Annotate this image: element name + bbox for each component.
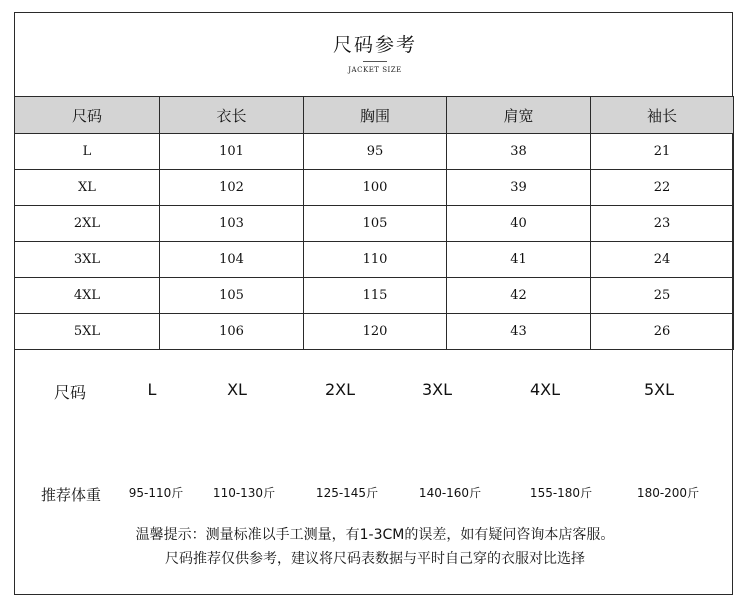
table-cell: L: [15, 134, 160, 170]
size-table: [14, 96, 734, 350]
weight-range: 140-160斤: [418, 486, 482, 500]
table-cell: 115: [304, 278, 447, 314]
chart-title: 尺码参考: [332, 34, 417, 56]
header-chest: 胸围: [304, 97, 447, 134]
table-cell: 38: [447, 134, 591, 170]
recommended-weight-row: [0, 484, 750, 508]
table-cell: 95: [304, 134, 447, 170]
size-option: XL: [227, 380, 247, 399]
chart-subtitle: JACKET SIZE: [348, 66, 402, 74]
table-cell: 21: [591, 134, 734, 170]
weight-range: 180-200斤: [636, 486, 700, 500]
table-cell: 24: [591, 242, 734, 278]
title-divider: [363, 61, 387, 62]
table-cell: 104: [160, 242, 304, 278]
table-row: [15, 206, 734, 242]
table-cell: 4XL: [15, 278, 160, 314]
weight-range: 125-145斤: [315, 486, 379, 500]
table-row: [15, 170, 734, 206]
header-length: 衣长: [160, 97, 304, 134]
table-cell: 105: [160, 278, 304, 314]
table-cell: 23: [591, 206, 734, 242]
table-cell: 103: [160, 206, 304, 242]
table-cell: 120: [304, 314, 447, 350]
table-cell: 101: [160, 134, 304, 170]
table-row: [15, 134, 734, 170]
table-cell: 105: [304, 206, 447, 242]
table-cell: 3XL: [15, 242, 160, 278]
recommendation-note: 尺码推荐仅供参考，建议将尺码表数据与平时自己穿的衣服对比选择: [165, 551, 585, 567]
table-cell: XL: [15, 170, 160, 206]
weight-range: 155-180斤: [529, 486, 593, 500]
size-option: L: [147, 380, 157, 399]
table-cell: 102: [160, 170, 304, 206]
table-row: [15, 242, 734, 278]
table-cell: 100: [304, 170, 447, 206]
size-option: 2XL: [324, 380, 356, 399]
table-cell: 42: [447, 278, 591, 314]
weight-range: 110-130斤: [212, 486, 276, 500]
measurement-note: 温馨提示：测量标准以手工测量，有1-3CM的误差，如有疑问咨询本店客服。: [135, 527, 615, 543]
table-cell: 110: [304, 242, 447, 278]
recommended-size-row: [0, 380, 750, 404]
size-option: 3XL: [421, 380, 453, 399]
table-row: [15, 314, 734, 350]
table-cell: 5XL: [15, 314, 160, 350]
table-header-row: [15, 97, 734, 134]
header-shoulder: 肩宽: [447, 97, 591, 134]
table-cell: 106: [160, 314, 304, 350]
weight-row-label: 推荐体重: [40, 486, 102, 504]
table-cell: 43: [447, 314, 591, 350]
size-option: 4XL: [529, 380, 561, 399]
header-sleeve: 袖长: [591, 97, 734, 134]
table-cell: 41: [447, 242, 591, 278]
table-cell: 22: [591, 170, 734, 206]
table-cell: 25: [591, 278, 734, 314]
size-option: 5XL: [643, 380, 675, 399]
weight-range: 95-110斤: [128, 486, 184, 500]
table-row: [15, 278, 734, 314]
header-size: 尺码: [15, 97, 160, 134]
table-cell: 39: [447, 170, 591, 206]
table-cell: 2XL: [15, 206, 160, 242]
table-cell: 26: [591, 314, 734, 350]
table-cell: 40: [447, 206, 591, 242]
size-row-label: 尺码: [53, 383, 87, 402]
